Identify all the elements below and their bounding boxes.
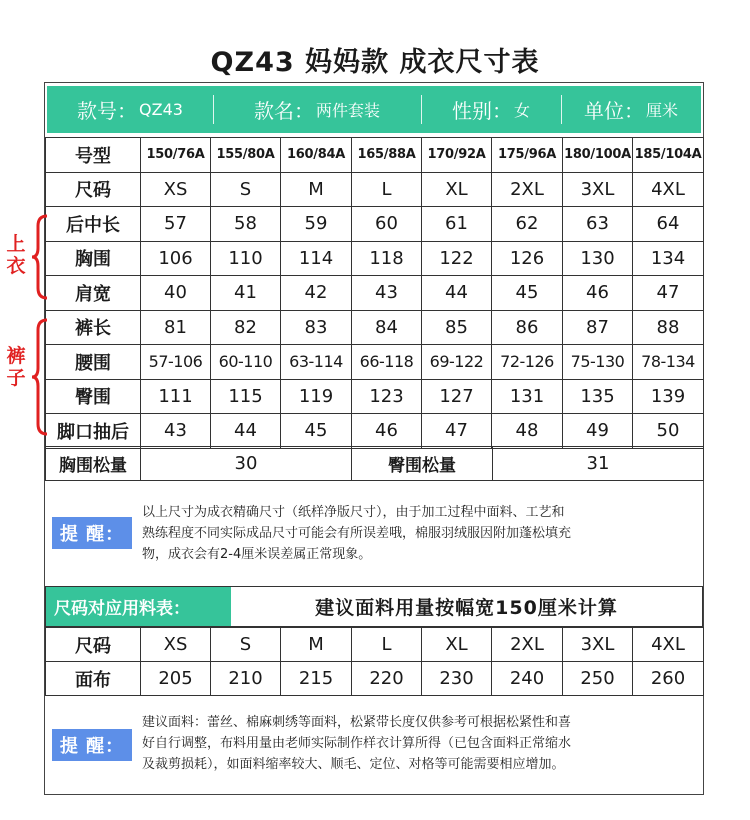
- fabric-table: [45, 627, 704, 696]
- table-cell: 50: [633, 414, 704, 449]
- table-cell: 130: [563, 241, 633, 276]
- table-cell: 215: [281, 662, 352, 696]
- style-no-label: 款号：: [77, 99, 138, 123]
- size-type-row: [46, 138, 704, 173]
- row-header: 腰围: [46, 345, 141, 380]
- table-cell: 69-122: [422, 345, 492, 380]
- table-cell: 46: [563, 276, 633, 311]
- fabric-subtitle: 建议面料用量按幅宽150厘米计算: [315, 597, 618, 619]
- table-cell: 230: [422, 662, 492, 696]
- style-name-label: 款名：: [253, 99, 314, 123]
- style-name-cell: [213, 86, 421, 133]
- fabric-title: 尺码对应用料表：: [46, 587, 231, 626]
- row-header: 尺码: [46, 172, 141, 207]
- size-type-cell: 150/76A: [141, 138, 211, 173]
- table-cell: 118: [352, 241, 422, 276]
- table-cell: 110: [211, 241, 281, 276]
- table-cell: 135: [563, 379, 633, 414]
- chest-ease-value: 30: [141, 447, 352, 481]
- table-cell: 45: [281, 414, 352, 449]
- table-cell: 86: [492, 310, 563, 345]
- row-header: 后中长: [46, 207, 141, 242]
- ease-row: [46, 447, 704, 481]
- hip-ease-value: 31: [493, 447, 704, 481]
- table-cell: 2XL: [492, 628, 563, 662]
- table-cell: 111: [141, 379, 211, 414]
- table-cell: 47: [422, 414, 492, 449]
- unit-cell: [561, 86, 701, 133]
- table-cell: 240: [492, 662, 563, 696]
- reminder-text: [142, 502, 571, 565]
- table-cell: 57-106: [141, 345, 211, 380]
- table-cell: 72-126: [492, 345, 563, 380]
- table-cell: 126: [492, 241, 563, 276]
- reminder-line: 熟练程度不同实际成品尺寸可能会有所误差哦，棉服羽绒服因附加蓬松填充: [142, 526, 572, 541]
- table-cell: 63-114: [281, 345, 352, 380]
- table-cell: 134: [633, 241, 704, 276]
- reminder-line: 物，成衣会有2-4厘米误差属正常现象。: [142, 547, 372, 562]
- table-cell: 3XL: [563, 172, 633, 207]
- table-cell: 75-130: [563, 345, 633, 380]
- table-cell: 47: [633, 276, 704, 311]
- table-cell: 82: [211, 310, 281, 345]
- table-cell: S: [211, 628, 281, 662]
- table-cell: 114: [281, 241, 352, 276]
- style-no-cell: [47, 86, 213, 133]
- table-cell: 49: [563, 414, 633, 449]
- table-cell: 123: [352, 379, 422, 414]
- top-group-brace-icon: [30, 214, 50, 300]
- table-cell: 43: [352, 276, 422, 311]
- table-cell: 139: [633, 379, 704, 414]
- size-type-cell: 165/88A: [352, 138, 422, 173]
- size-type-cell: 185/104A: [633, 138, 704, 173]
- table-cell: 81: [141, 310, 211, 345]
- table-cell: 41: [211, 276, 281, 311]
- unit-label: 单位：: [583, 99, 644, 123]
- table-cell: 83: [281, 310, 352, 345]
- table-cell: 45: [492, 276, 563, 311]
- waist-row: [46, 345, 704, 380]
- reminder-line: 好自行调整，布料用量由老师实际制作样衣计算所得（已包含面料正常缩水: [142, 736, 572, 751]
- table-cell: 66-118: [352, 345, 422, 380]
- style-no-value: QZ43: [139, 100, 183, 119]
- table-cell: 220: [352, 662, 422, 696]
- table-cell: L: [352, 628, 422, 662]
- table-cell: 57: [141, 207, 211, 242]
- table-cell: 115: [211, 379, 281, 414]
- chest-row: [46, 241, 704, 276]
- table-cell: 4XL: [633, 172, 704, 207]
- size-code-row: [46, 172, 704, 207]
- table-cell: M: [281, 172, 352, 207]
- table-cell: 63: [563, 207, 633, 242]
- size-type-cell: 160/84A: [281, 138, 352, 173]
- table-cell: 58: [211, 207, 281, 242]
- table-cell: 119: [281, 379, 352, 414]
- table-cell: 84: [352, 310, 422, 345]
- table-cell: 122: [422, 241, 492, 276]
- size-table: [45, 137, 704, 449]
- table-cell: XL: [422, 628, 492, 662]
- gender-label: 性别：: [451, 99, 512, 123]
- row-header: 肩宽: [46, 276, 141, 311]
- row-header: 脚口抽后: [46, 414, 141, 449]
- size-type-cell: 155/80A: [211, 138, 281, 173]
- fabric-size-row: [46, 628, 704, 662]
- table-cell: 131: [492, 379, 563, 414]
- size-type-cell: 180/100A: [563, 138, 633, 173]
- table-cell: 43: [141, 414, 211, 449]
- table-cell: 127: [422, 379, 492, 414]
- reminder-text: [142, 712, 571, 775]
- reminder-line: 建议面料：蕾丝、棉麻刺绣等面料，松紧带长度仅供参考可根据松紧性和喜: [142, 715, 572, 730]
- table-cell: 87: [563, 310, 633, 345]
- reminder-line: 及裁剪损耗），如面料缩率较大、顺毛、定位、对格等可能需要相应增加。: [142, 757, 565, 772]
- info-bar: [47, 86, 701, 133]
- table-cell: 62: [492, 207, 563, 242]
- table-cell: XS: [141, 628, 211, 662]
- reminder-badge: 提 醒：: [52, 517, 132, 549]
- group-label-top: 上衣: [6, 233, 26, 277]
- table-cell: 88: [633, 310, 704, 345]
- reminder-line: 以上尺寸为成衣精确尺寸（纸样净版尺寸），由于加工过程中面料、工艺和: [142, 505, 565, 520]
- row-header: 尺码: [46, 628, 141, 662]
- back-length-row: [46, 207, 704, 242]
- unit-value: 厘米: [645, 101, 678, 120]
- row-header: 号型: [46, 138, 141, 173]
- table-cell: 260: [633, 662, 704, 696]
- shoulder-row: [46, 276, 704, 311]
- hip-ease-label: 臀围松量: [352, 447, 493, 481]
- row-header: 胸围: [46, 241, 141, 276]
- table-cell: 3XL: [563, 628, 633, 662]
- table-cell: XL: [422, 172, 492, 207]
- table-cell: 2XL: [492, 172, 563, 207]
- fabric-reminder-box: [45, 696, 703, 794]
- gender-value: 女: [513, 101, 530, 120]
- table-cell: 61: [422, 207, 492, 242]
- leg-opening-row: [46, 414, 704, 449]
- table-cell: 44: [211, 414, 281, 449]
- size-type-cell: 170/92A: [422, 138, 492, 173]
- table-cell: L: [352, 172, 422, 207]
- table-cell: 46: [352, 414, 422, 449]
- row-header: 裤长: [46, 310, 141, 345]
- ease-table: [45, 446, 704, 481]
- table-cell: 60: [352, 207, 422, 242]
- table-cell: S: [211, 172, 281, 207]
- fabric-header: [45, 586, 703, 627]
- table-cell: 59: [281, 207, 352, 242]
- table-cell: 85: [422, 310, 492, 345]
- gender-cell: [421, 86, 561, 133]
- reminder-badge: 提 醒：: [52, 729, 132, 761]
- table-cell: 106: [141, 241, 211, 276]
- table-cell: M: [281, 628, 352, 662]
- row-header: 面布: [46, 662, 141, 696]
- table-cell: 4XL: [633, 628, 704, 662]
- table-cell: XS: [141, 172, 211, 207]
- chest-ease-label: 胸围松量: [46, 447, 141, 481]
- fabric-amount-row: [46, 662, 704, 696]
- table-cell: 78-134: [633, 345, 704, 380]
- table-cell: 205: [141, 662, 211, 696]
- group-label-pants: 裤子: [6, 345, 26, 389]
- reminder-box: [45, 480, 703, 586]
- page-title: QZ43 妈妈款 成衣尺寸表: [210, 47, 540, 78]
- table-cell: 60-110: [211, 345, 281, 380]
- hip-row: [46, 379, 704, 414]
- table-cell: 250: [563, 662, 633, 696]
- table-cell: 40: [141, 276, 211, 311]
- table-cell: 44: [422, 276, 492, 311]
- style-name-value: 两件套装: [315, 101, 380, 120]
- table-cell: 42: [281, 276, 352, 311]
- table-cell: 48: [492, 414, 563, 449]
- row-header: 臀围: [46, 379, 141, 414]
- table-cell: 210: [211, 662, 281, 696]
- size-type-cell: 175/96A: [492, 138, 563, 173]
- pants-length-row: [46, 310, 704, 345]
- table-cell: 64: [633, 207, 704, 242]
- pants-group-brace-icon: [30, 318, 50, 436]
